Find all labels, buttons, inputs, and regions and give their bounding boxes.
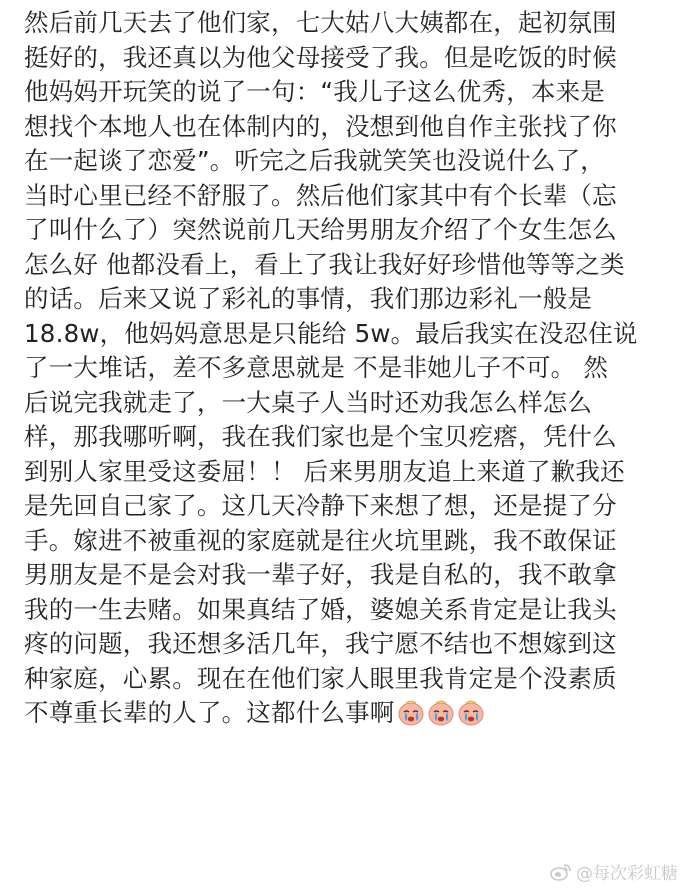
post-line: 挺好的，我还真以为他父母接受了我。但是吃饭的时候	[24, 42, 617, 72]
post-line: 18.8w，他妈妈意思是只能给 5w。最后我实在没忍住说	[24, 318, 638, 348]
post-line: 后说完我就走了，一大桌子人当时还劝我怎么样怎么	[24, 387, 593, 417]
post-line: 了叫什么了）突然说前几天给男朋友介绍了个女生怎么	[24, 215, 617, 244]
post-line: 想找个本地人也在体制内的，没想到他自作主张找了你	[24, 111, 617, 141]
post-line-text: 不尊重长辈的人了。这都什么事啊	[24, 698, 395, 727]
watermark-text: @每次彩虹糖	[576, 864, 678, 884]
post-line: 种家庭，心累。现在在他们家人眼里我肯定是个没素质	[24, 663, 617, 693]
post-line: 了一大堆话，差不多意思就是 不是非她儿子不可。 然	[24, 353, 609, 382]
post-line: 手。嫁进不被重视的家庭就是往火坑里跳，我不敢保证	[24, 525, 617, 555]
post-last-line	[24, 696, 674, 731]
post-line: 疼的问题，我还想多活几年，我宁愿不结也不想嫁到这	[24, 629, 617, 658]
crying-face-icon	[427, 699, 455, 737]
post-line: 当时心里已经不舒服了。然后他们家其中有个长辈（忘	[24, 180, 617, 210]
post-line: 男朋友是不是会对我一辈子好，我是自私的，我不敢拿	[24, 560, 617, 589]
post-line: 在一起谈了恋爱”。听完之后我就笑笑也没说什么了，	[24, 146, 605, 175]
post-line: 我的一生去赌。如果真结了婚，婆媳关系肯定是让我头	[24, 594, 617, 624]
post-line: 到别人家里受这委屈！！ 后来男朋友追上来道了歉我还	[24, 456, 625, 486]
post-line: 然后前几天去了他们家，七大姑八大姨都在，起初氛围	[24, 8, 617, 37]
crying-face-icon	[457, 699, 485, 737]
crying-face-icon	[397, 699, 425, 737]
post-line: 他妈妈开玩笑的说了一句：“我儿子这么优秀，本来是	[24, 77, 605, 106]
post-line: 的话。后来又说了彩礼的事情，我们那边彩礼一般是	[24, 284, 593, 313]
watermark	[550, 859, 678, 884]
post-line: 是先回自己家了。这几天冷静下来想了想，还是提了分	[24, 491, 617, 520]
post-line: 怎么好 他都没看上，看上了我让我好好珍惜他等等之类	[24, 249, 625, 279]
emoji-row	[395, 698, 485, 727]
weibo-logo-icon	[550, 863, 572, 881]
post-line: 样，那我哪听啊，我在我们家也是个宝贝疙瘩，凭什么	[24, 422, 617, 451]
post-body	[24, 6, 674, 731]
